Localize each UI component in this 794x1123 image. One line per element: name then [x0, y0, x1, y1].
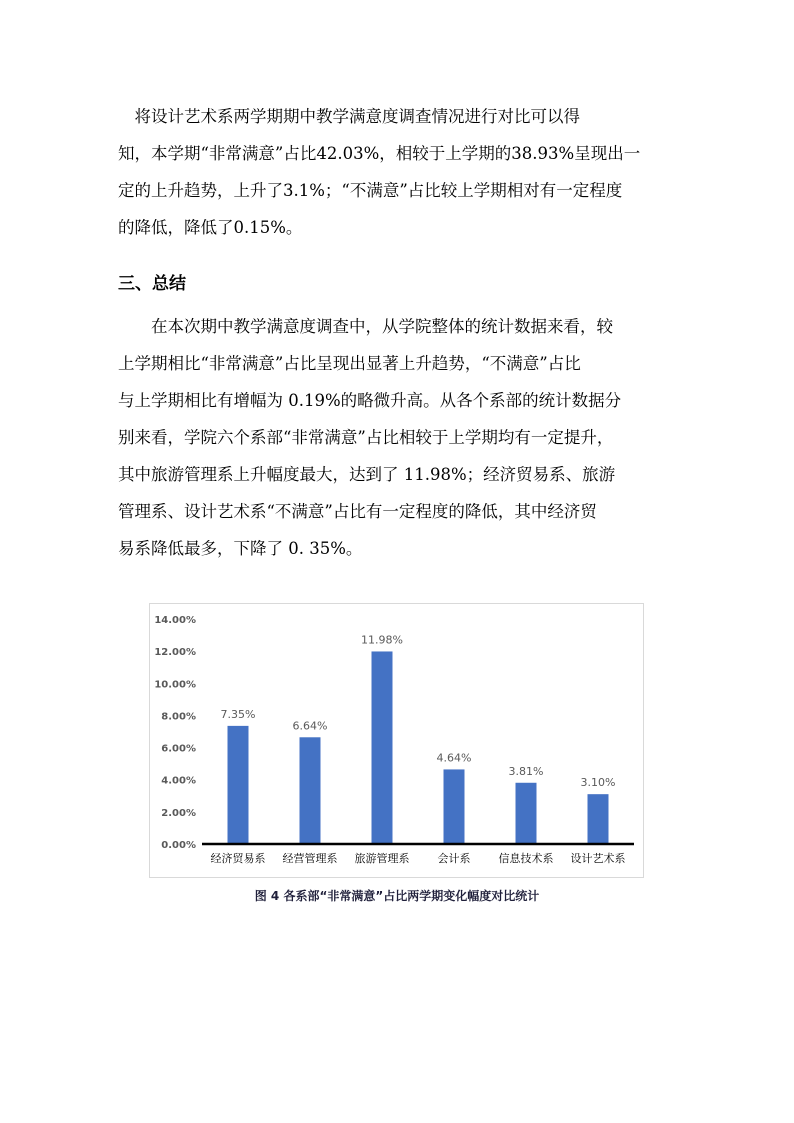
x-tick-label: 经营管理系 — [282, 852, 338, 865]
data-label: 4.64% — [436, 751, 472, 765]
figure-caption: 图 4 各系部“非常满意”占比两学期变化幅度对比统计 — [254, 889, 540, 903]
data-label: 6.64% — [292, 719, 328, 733]
data-label: 11.98% — [361, 633, 403, 647]
x-tick-label: 经济贸易系 — [210, 852, 266, 865]
data-label: 3.81% — [508, 764, 544, 778]
text-line: 易系降低最多，下降了 0. 35%。 — [118, 539, 363, 558]
y-tick-label: 10.00% — [154, 679, 196, 691]
text-line: 与上学期相比有增幅为 0.19%的略微升高。从各个系部的统计数据分 — [118, 391, 622, 410]
text-line: 定的上升趋势，上升了3.1%；“不满意”占比较上学期相对有一定程度 — [118, 181, 623, 200]
bar — [228, 726, 249, 844]
text-line: 上学期相比“非常满意”占比呈现出显著上升趋势，“不满意”占比 — [118, 354, 581, 373]
bar — [516, 783, 537, 844]
y-tick-label: 2.00% — [161, 807, 196, 819]
bar — [300, 737, 321, 844]
bar — [372, 651, 393, 844]
bar-chart — [149, 603, 644, 878]
bar — [588, 794, 609, 844]
text-line: 将设计艺术系两学期期中教学满意度调查情况进行对比可以得 — [118, 107, 580, 126]
data-label: 3.10% — [580, 776, 616, 790]
paragraph-summary — [118, 308, 676, 567]
y-tick-label: 14.00% — [154, 615, 196, 626]
chart-canvas — [150, 604, 643, 877]
x-tick-label: 设计艺术系 — [570, 852, 626, 865]
y-tick-label: 0.00% — [161, 840, 196, 851]
text-line: 在本次期中教学满意度调查中，从学院整体的统计数据来看，较 — [151, 317, 613, 336]
y-tick-label: 4.00% — [161, 775, 196, 787]
y-tick-label: 6.00% — [161, 743, 196, 755]
y-tick-label: 12.00% — [154, 647, 196, 659]
x-tick-label: 会计系 — [437, 852, 471, 865]
data-label: 7.35% — [220, 707, 256, 721]
x-tick-label: 旅游管理系 — [354, 852, 410, 865]
text-line: 管理系、设计艺术系“不满意”占比有一定程度的降低，其中经济贸 — [118, 502, 597, 521]
text-line: 别来看，学院六个系部“非常满意”占比相较于上学期均有一定提升， — [118, 428, 614, 447]
bar — [444, 769, 465, 844]
text-line: 的降低，降低了0.15%。 — [118, 218, 303, 237]
paragraph-comparison — [118, 98, 676, 246]
text-line: 其中旅游管理系上升幅度最大，达到了 11.98%；经济贸易系、旅游 — [118, 465, 616, 484]
text-line: 知，本学期“非常满意”占比42.03%，相较于上学期的38.93%呈现出一 — [118, 144, 641, 163]
x-tick-label: 信息技术系 — [498, 852, 554, 865]
y-tick-label: 8.00% — [161, 711, 196, 723]
section-heading: 三、总结 — [118, 274, 186, 294]
